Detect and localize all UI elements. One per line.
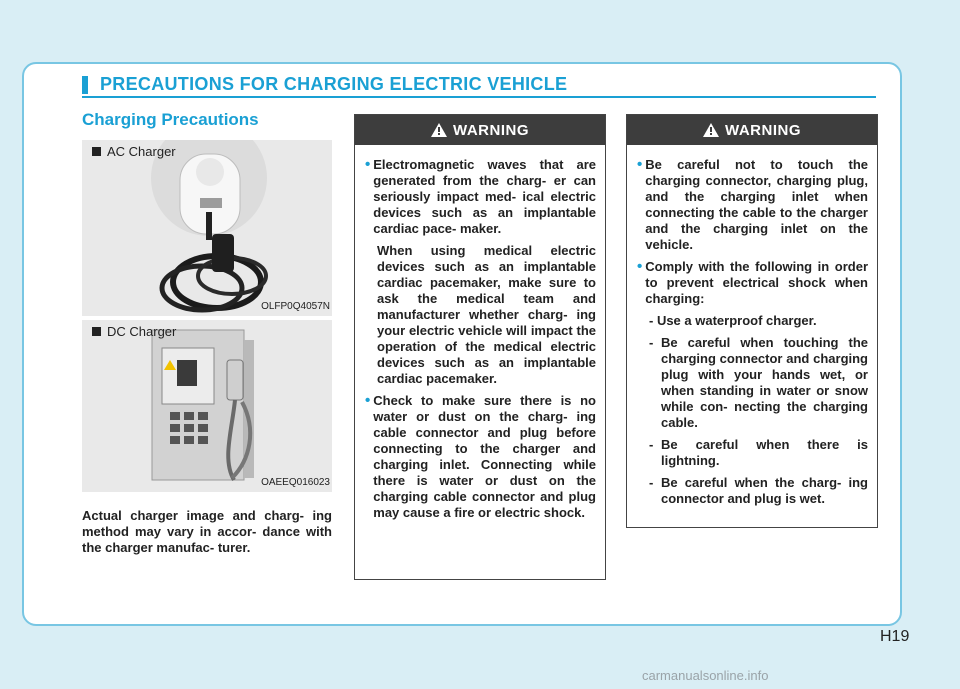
subheading: Charging Precautions <box>82 110 259 129</box>
section-bar <box>82 76 88 94</box>
ac-charger-code: OLFP0Q4057N <box>261 301 330 312</box>
dc-charger-label <box>92 324 176 339</box>
warning-dash-text: Be careful when touching the charging connector and charging plug with your hands wet, or when standing in water or snow while con- necting the charging cable. <box>661 335 868 430</box>
warning-bullet: • Be careful not to touch the charging connector, charging plug, and the charging inlet when connecting the cable to the charger and the charging inlet on the vehicle. <box>637 156 868 252</box>
warning-bullet-text: Check to make sure there is no water or dust on the charg- ing cable connector and plug before connecting to the charger and charging inlet. Connecting while there is water or dust on the charging cable connector and plug may cause a fire or electric shock. <box>373 393 596 520</box>
warning-bullet-text: Electromagnetic waves that are generated from the charg- er can seriously impact med- ical electric devices such as an implantable cardiac pace- maker. <box>373 157 596 236</box>
warning-bullet: • Electromagnetic waves that are generated from the charg- er can seriously impact med- ical electric devices such as an implantable cardiac pace- maker. <box>365 156 596 236</box>
dc-charger-code: OAEEQ016023 <box>261 477 330 488</box>
warning-bullet: • Check to make sure there is no water or dust on the charg- ing cable connector and plug before connecting to the charger and charging inlet. Connecting while there is water or dust on the charging cable connector and plug may cause a fire or electric shock. <box>365 392 596 520</box>
page-number: H19 <box>880 628 910 645</box>
warning-box-left <box>354 114 606 580</box>
warning-title: WARNING <box>453 121 529 139</box>
ac-charger-illustration <box>82 140 332 316</box>
warning-triangle-icon <box>703 123 719 137</box>
warning-bullet-text: Comply with the following in order to prevent electrical shock when charging: <box>645 259 868 306</box>
warning-bullet-text: Be careful not to touch the charging connector, charging plug, and the charging inlet when connecting the cable to the charger and the charging inlet on the vehicle. <box>645 157 868 252</box>
ac-charger-label-text: AC Charger <box>107 144 176 159</box>
warning-dash-text: Be careful when the charg- ing connector and plug is wet. <box>661 475 868 506</box>
warning-triangle-icon <box>431 123 447 137</box>
section-title: PRECAUTIONS FOR CHARGING ELECTRIC VEHICLE <box>100 74 568 94</box>
square-bullet-icon <box>92 327 101 336</box>
warning-dash-item: - Be careful when there is lightning. <box>649 437 868 468</box>
watermark: carmanualsonline.info <box>642 668 769 683</box>
charger-note: Actual charger image and charg- ing method may vary in accor- dance with the charger manufac- turer. <box>82 508 332 555</box>
dc-charger-label-text: DC Charger <box>107 324 177 339</box>
section-header <box>82 74 876 98</box>
warning-box-right <box>626 114 878 528</box>
warning-title: WARNING <box>725 121 801 139</box>
warning-paragraph: When using medical electric devices such as an implantable cardiac pacemaker, make sure to ask the medical team and manufacturer whether charg- ing your electric vehicle will impact the operation of the medical electric devices such as an implantable cardiac pacemaker. <box>377 243 596 386</box>
dc-charger-illustration <box>82 320 332 492</box>
warning-header <box>355 115 605 145</box>
square-bullet-icon <box>92 147 101 156</box>
warning-dash-item: - Be careful when the charg- ing connector and plug is wet. <box>649 475 868 506</box>
dc-charger-image <box>82 320 332 492</box>
warning-bullet: • Comply with the following in order to prevent electrical shock when charging: <box>637 258 868 306</box>
warning-dash-item: - Be careful when touching the charging connector and charging plug with your hands wet, or when standing in water or snow while con- necting the charging cable. <box>649 335 868 430</box>
warning-header <box>627 115 877 145</box>
warning-dash-text: Be careful when there is lightning. <box>661 437 868 468</box>
ac-charger-label <box>92 144 176 159</box>
ac-charger-image <box>82 140 332 316</box>
warning-subitem: - Use a waterproof charger. <box>649 313 817 328</box>
